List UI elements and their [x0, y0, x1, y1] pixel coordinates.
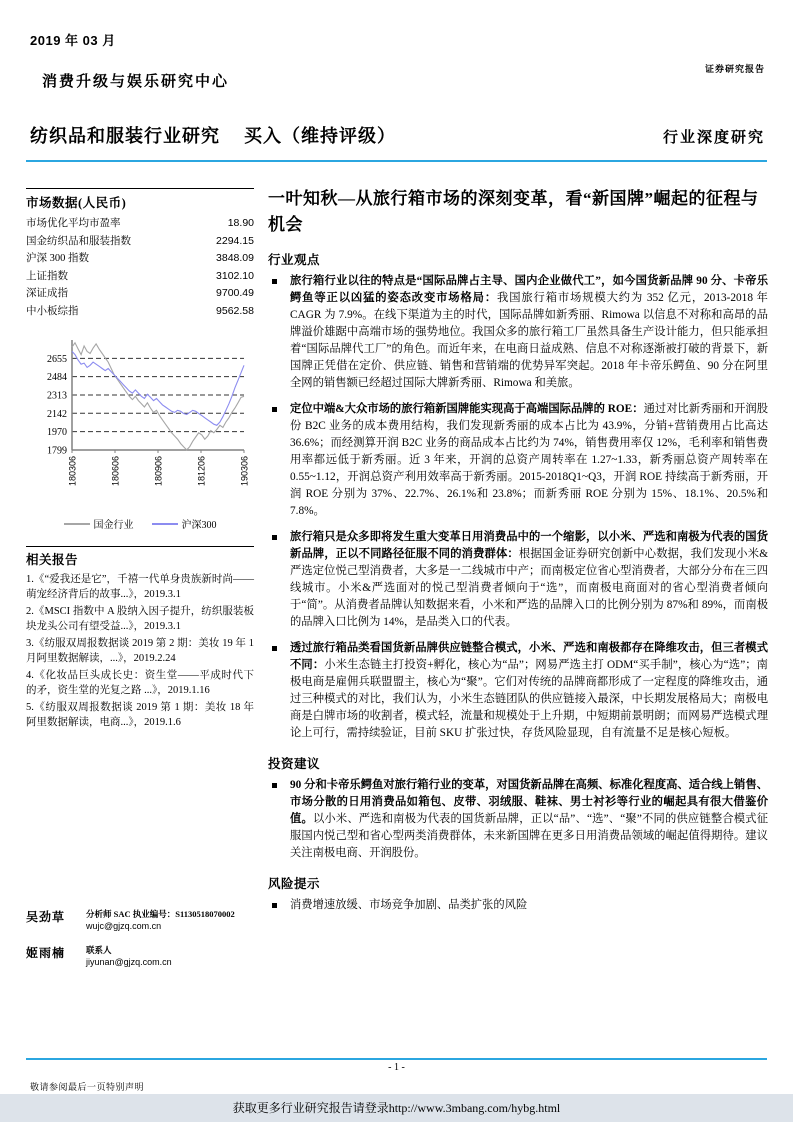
section-heading-risk-warning: 风险提示 — [268, 877, 321, 891]
legend-swatch-icon — [64, 523, 90, 525]
report-kind-label: 证券研究报告 — [704, 64, 765, 74]
related-reports-divider — [26, 546, 254, 547]
list-item — [268, 529, 768, 631]
market-data-label: 市场优化平均市盈率 — [26, 218, 121, 229]
legend-item — [64, 516, 134, 531]
bullet-lead: 透过旅行箱品类看国货新品牌供应链整合模式，小米、严选和南极都存在降维攻击，但三者模式不同： — [290, 642, 768, 671]
list-item[interactable]: 5.《纺服双周报数据谈 2019 第 1 期：美妆 18 年阿里数据解读，电商...》，2019.1.6 — [26, 702, 254, 728]
market-data-value: 9700.49 — [216, 287, 254, 299]
footer-disclaimer: 敬请参阅最后一页特别声明 — [30, 1082, 145, 1092]
analyst-entry — [26, 944, 266, 968]
document-title: 一叶知秋—从旅行箱市场的深刻变革，看“新国牌”崛起的征程与机会 — [268, 189, 759, 234]
analyst-role: 分析师 SAC 执业编号：S1130518070002 — [86, 909, 235, 919]
bullet-text — [290, 640, 768, 742]
bullet-lead: 旅行箱只是众多即将发生重大变革日用消费品中的一个缩影，以小米、严选和南极为代表的国货新品牌，正以不同路径征服不同的消费群体： — [290, 531, 768, 560]
market-data-divider — [26, 188, 254, 189]
list-item[interactable]: 1.《“爱我还是它”，千禧一代单身贵族新时尚——萌宠经济背后的故事...》，2019.3.1 — [26, 574, 254, 600]
sidebar — [26, 188, 254, 732]
legend-label: 国金行业 — [93, 520, 134, 531]
svg-text:1970: 1970 — [47, 427, 67, 439]
analyst-email[interactable]: wujc@gjzq.com.cn — [86, 921, 162, 931]
rating-badge: 买入（维持评级） — [244, 126, 397, 146]
chart-legend — [26, 516, 254, 531]
analyst-details — [86, 944, 172, 968]
analyst-email[interactable]: jiyunan@gjzq.com.cn — [86, 957, 172, 967]
list-item — [268, 777, 768, 862]
related-reports-heading: 相关报告 — [26, 553, 79, 567]
header-divider — [26, 160, 767, 162]
market-data-label: 上证指数 — [26, 270, 68, 282]
legend-label: 沪深300 — [181, 520, 217, 531]
analyst-block — [26, 908, 266, 980]
main-content — [268, 186, 768, 923]
bullet-lead: 定位中端&大众市场的旅行箱新国牌能实现高于高端国际品牌的 ROE： — [290, 403, 644, 415]
section-heading-industry-view: 行业观点 — [268, 253, 321, 267]
market-data-value: 9562.58 — [216, 304, 254, 317]
table-row — [26, 303, 254, 321]
related-reports — [26, 546, 254, 730]
report-date: 2019 年 03 月 — [30, 33, 116, 48]
page-number: - 1 - — [388, 1062, 405, 1073]
bullet-body: 根据国金证券研究创新中心数据，我们发现小米&严选定位悦己型消费者，大多是一二线城市中产；而南极定位省心型消费者，大部分分布在三四线城市。小米&严选面对的悦己型消费者倾向于“选”，而南极电商面对的省心型消费者倾向于“简”。从消费者品牌认知数据来看，小米和严选的品牌入口的比例分别为 87%和 89%，而南极的品牌入口比例为 14%，是品类入口的代表。 — [290, 548, 768, 628]
bullet-text — [290, 777, 768, 862]
market-data-label: 沪深 300 指数 — [26, 253, 89, 264]
svg-text:1799: 1799 — [47, 445, 67, 457]
list-item[interactable]: 4.《化妆品巨头成长史：资生堂——平成时代下的矛，资生堂的光复之路 ...》，2019.1.16 — [26, 670, 254, 696]
bullet-icon — [268, 640, 290, 742]
footer-divider — [26, 1058, 767, 1060]
analyst-name: 姬雨楠 — [26, 946, 66, 960]
bullet-icon — [268, 777, 290, 862]
page-title — [30, 122, 396, 148]
list-item — [268, 640, 768, 742]
bullet-body: 消费增速放缓、市场竞争加剧、品类扩张的风险 — [290, 899, 528, 911]
performance-chart-svg — [26, 332, 254, 512]
bullet-icon — [268, 529, 290, 631]
research-center-name: 消费升级与娱乐研究中心 — [42, 74, 230, 90]
market-data-table — [26, 215, 254, 320]
legend-item — [152, 516, 217, 531]
analyst-details — [86, 908, 235, 932]
market-data-value: 2294.15 — [216, 234, 254, 247]
table-row — [26, 268, 254, 286]
list-item — [268, 273, 768, 392]
analyst-role: 联系人 — [86, 945, 112, 955]
svg-text:181206: 181206 — [196, 456, 207, 487]
market-data-value: 3848.09 — [216, 252, 254, 264]
footer-banner-text[interactable]: 获取更多行业研究报告请登录http://www.3mbang.com/hybg.html — [232, 1101, 561, 1115]
bullet-text — [290, 401, 768, 520]
bullet-icon — [268, 401, 290, 520]
bullet-body: 小米生态链主打投资+孵化，核心为“品”；网易严选主打 ODM“买手制”，核心为“选”；南极电商是雇佣兵联盟盟主，核心为“聚”。它们对传统的品牌商都形成了一定程度的降维攻击，通过三种模式的对比，我们认为，小米生态链团队的供应链接入最深，中长期发展格局大；南极电商是白牌市场的收割者，模式轻，流量和规模处于上升期，中短期前景明朗；而网易严选模式理论上可行，需持续验证，目前 SKU 扩张过快，存货风险显现，自有流量不足是核心短板。 — [290, 659, 768, 739]
page-header — [0, 0, 793, 160]
market-data-label: 深证成指 — [26, 288, 68, 299]
table-row — [26, 215, 254, 233]
list-item[interactable]: 3.《纺服双周报数据谈 2019 第 2 期：美妆 19 年 1 月阿里数据解读，...》，2019.2.24 — [26, 638, 254, 664]
bullet-body: 通过对比新秀丽和开润股份 B2C 业务的成本费用结构，我们发现新秀丽的成本占比为 43.9%，分销+营销费用占比高达 36.6%；而经测算开润 B2C 业务的商品成本占比约为 74%，销售费用率仅 12%，毛利率和销售费用率都远低于新秀丽。近 3 年来，开润的总资产周转率在 1.27~1.33，新秀丽总资产周转率在 0.55~1.12，开润总资产利用效率高于新秀丽。2015-2018Q1~Q3，开润 ROE 持续高于新秀丽，开润 ROE 分别为 37%、22.7%、26.1%和 23.8%；而新秀丽 ROE 分别为 15%、18.1%、20.5%和 7.8%。 — [290, 403, 768, 517]
svg-text:180306: 180306 — [67, 456, 78, 487]
bullet-icon — [268, 273, 290, 392]
list-item — [268, 897, 768, 914]
market-data-label: 中小板综指 — [26, 305, 79, 317]
market-data-value: 18.90 — [227, 217, 254, 229]
market-data-value: 3102.10 — [216, 269, 254, 282]
svg-text:190306: 190306 — [239, 456, 250, 487]
performance-chart — [26, 332, 254, 532]
svg-text:180906: 180906 — [153, 456, 164, 487]
bullet-icon — [268, 897, 290, 914]
analyst-entry — [26, 908, 266, 932]
table-row — [26, 250, 254, 268]
analyst-name: 吴劲草 — [26, 910, 66, 924]
svg-text:2655: 2655 — [47, 353, 67, 365]
list-item[interactable]: 2.《MSCI 指数中 A 股纳入因子提升，纺织服装板块龙头公司有望受益...》，2019.3.1 — [26, 606, 254, 632]
bullet-lead: 90 分和卡帝乐鳄鱼对旅行箱行业的变革，对国货新品牌在高频、标准化程度高、适合线上销售、市场分散的日用消费品如箱包、皮带、羽绒服、鞋袜、男士衬衫等行业的崛起具有很大借鉴价值。 — [290, 779, 768, 825]
bullet-lead: 旅行箱行业以往的特点是“国际品牌占主导、国内企业做代工”，如今国货新品牌 90 分、卡帝乐鳄鱼等正以凶猛的姿态改变市场格局： — [290, 275, 768, 304]
table-row — [26, 285, 254, 303]
svg-text:2484: 2484 — [47, 372, 67, 384]
market-data-heading: 市场数据(人民币) — [26, 196, 127, 210]
svg-text:2142: 2142 — [47, 408, 67, 420]
bullet-text — [290, 529, 768, 631]
list-item — [268, 401, 768, 520]
svg-text:180606: 180606 — [110, 456, 121, 487]
svg-text:2313: 2313 — [47, 390, 67, 402]
bullet-text — [290, 897, 768, 914]
section-heading-investment-advice: 投资建议 — [268, 757, 321, 771]
bullet-body: 以小米、严选和南极为代表的国货新品牌，正以“品”、“选”、“聚”不同的供应链整合模式征服国内悦己型和省心型两类消费群体，未来新国牌在更多日用消费品领域的崛起值得期待。建议关注南极电商、开润股份。 — [290, 813, 768, 859]
market-data-label: 国金纺织品和服装指数 — [26, 235, 131, 247]
bullet-body: 我国旅行箱市场规模大约为 352 亿元，2013-2018 年 CAGR 为 7.9%。在线下渠道为主的时代，国际品牌如新秀丽、Rimowa 以信息不对称和高昂的品牌溢价雄踞中高端市场的强势地位。我国众多的旅行箱工厂虽然具备生产设计能力，但只能承担着“国际品牌代工厂”的角色。而近年来，在电商日益成熟、信息不对称逐渐被打破的背景下，新国牌正凭借在定价、供应链、销售和营销端的优势异军突起。2018 年卡帝乐鳄鱼、90 分在阿里全网的销售额已经超过国际大牌新秀丽、Rimowa 和美旅。 — [290, 292, 768, 389]
legend-swatch-icon — [152, 523, 178, 525]
bullet-text — [290, 273, 768, 392]
report-depth-label: 行业深度研究 — [662, 130, 765, 146]
table-row — [26, 233, 254, 251]
industry-title: 纺织品和服装行业研究 — [30, 126, 220, 146]
